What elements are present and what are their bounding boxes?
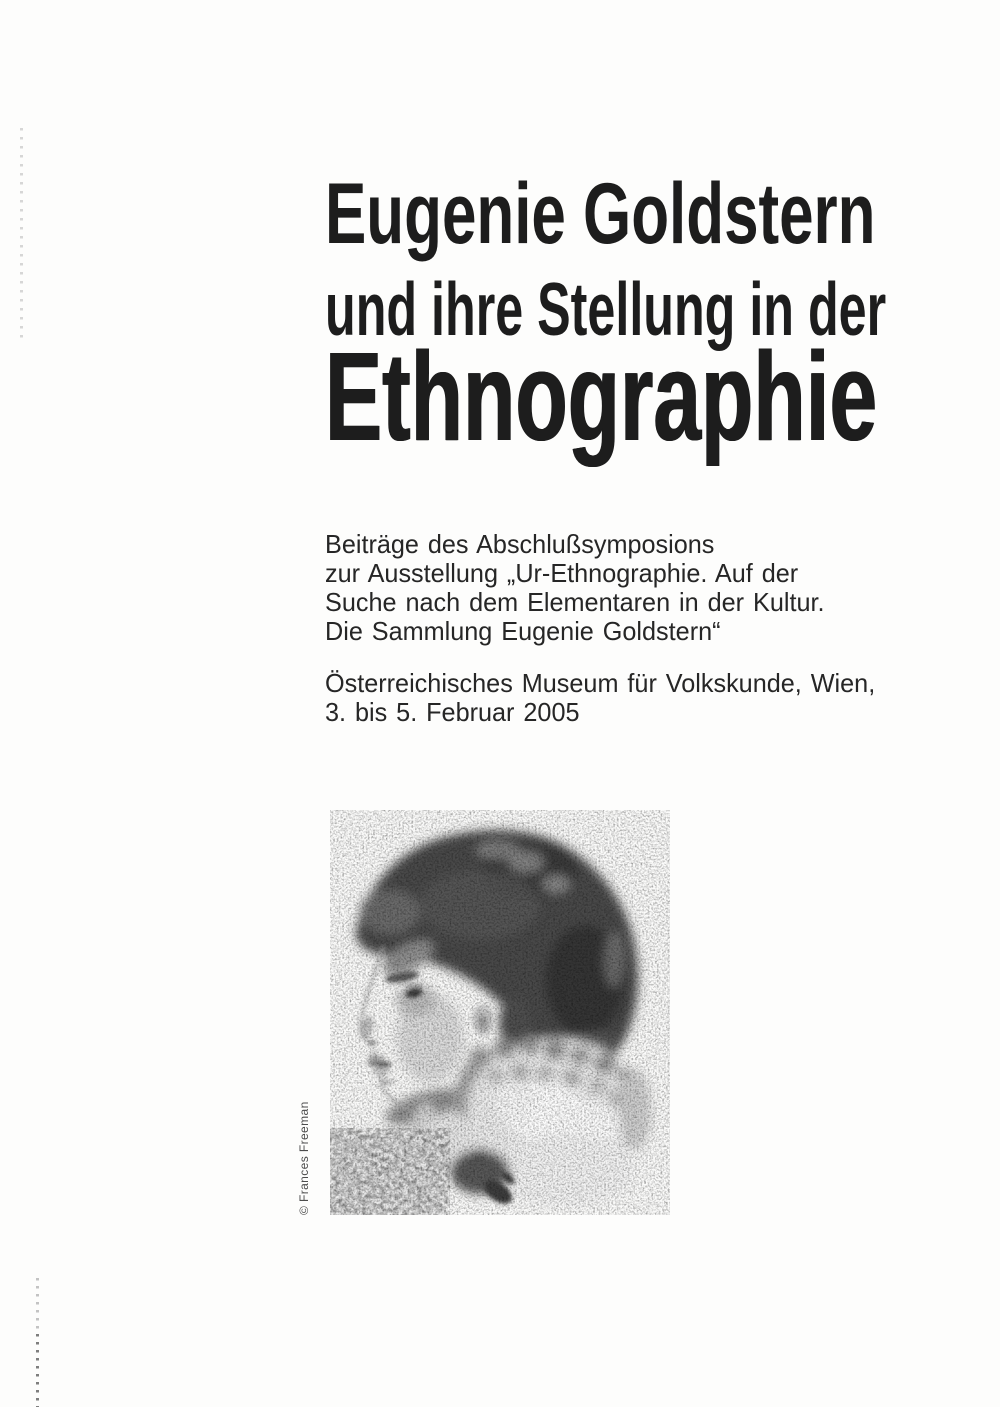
title-line-2: und ihre Stellung in der [325,267,887,351]
subtitle-line: zur Ausstellung „Ur-Ethnographie. Auf der [325,558,799,588]
photo-credit: © Frances Freeman [297,1101,311,1215]
portrait-photo [330,810,670,1215]
subtitle-block [325,530,825,646]
title-line-1: Eugenie Goldstern [325,166,876,262]
subtitle-line: Suche nach dem Elementaren in der Kultur. [325,587,825,617]
venue-line: Österreichisches Museum für Volkskunde, Wien, [325,668,876,698]
subtitle-line: Beiträge des Abschlußsymposions [325,529,715,559]
binding-marks-bottom-light [36,1278,39,1334]
subtitle-line: Die Sammlung Eugenie Goldstern“ [325,616,721,646]
photo-grain-coarse [330,1128,450,1215]
binding-marks-top [20,128,23,340]
venue-line: 3. bis 5. Februar 2005 [325,697,580,727]
title-line-3: Ethnographie [325,326,878,467]
binding-marks-bottom-dark [36,1334,39,1407]
venue-block [325,669,875,727]
